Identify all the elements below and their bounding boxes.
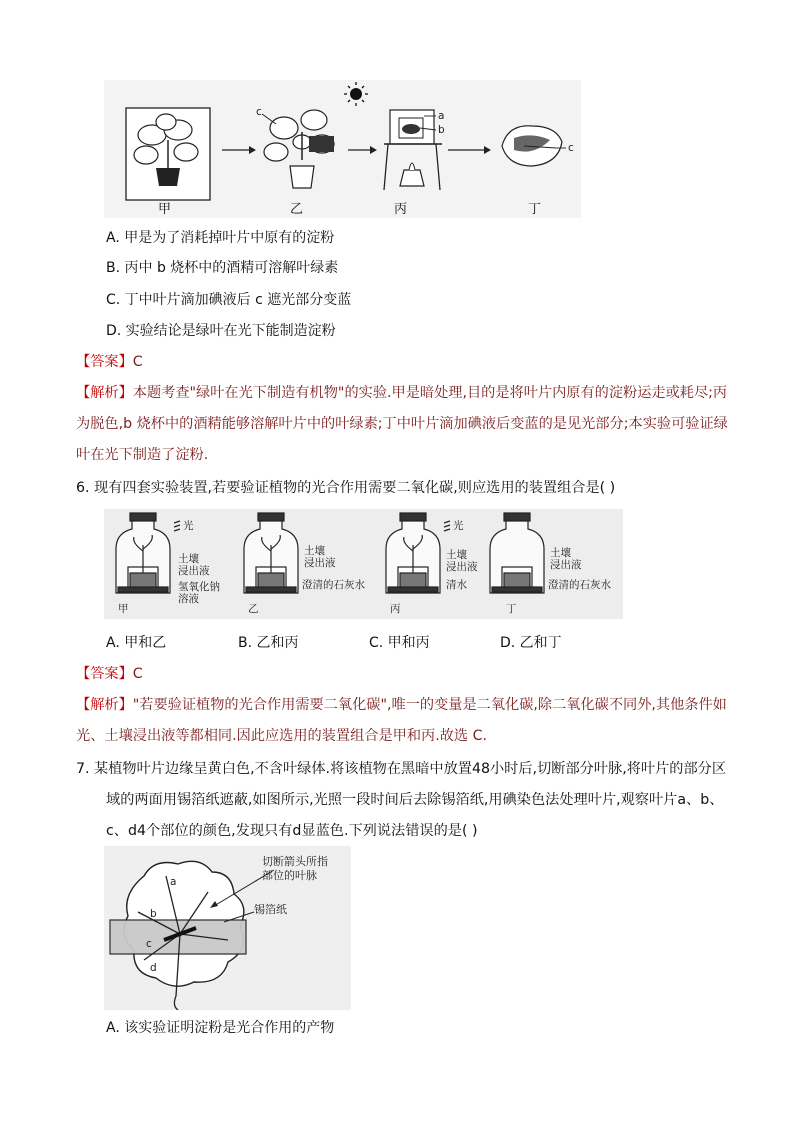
q5-analysis-line-3: 叶在光下制造了淀粉.	[76, 447, 209, 463]
fig2-light-jia: 光	[183, 520, 194, 532]
fig2-soil-yi: 土壤	[304, 545, 325, 557]
fig3-foil-label: 锡箔纸	[254, 903, 287, 916]
fig2-soil-bing: 土壤	[446, 549, 467, 561]
q6-analysis-line-1: 【解析】"若要验证植物的光合作用需要二氧化碳",唯一的变量是二氧化碳,除二氧化碳不同外,其他条件如	[76, 697, 727, 713]
fig2-label-yi: 乙	[248, 603, 259, 615]
fig3-mark-d: d	[150, 962, 157, 974]
fig1-mark-c-right: c	[568, 142, 574, 154]
q6-option-d: D. 乙和丁	[500, 635, 562, 651]
q5-analysis-line-1: 【解析】本题考查"绿叶在光下制造有机物"的实验.甲是暗处理,目的是将叶片内原有的淀粉运走或耗尽;丙	[76, 385, 728, 401]
q6-option-b: B. 乙和丙	[238, 635, 299, 651]
fig3-mark-b: b	[150, 908, 157, 920]
fig2-water-bing: 清水	[446, 579, 467, 591]
figure1-drawing	[104, 80, 581, 218]
fig3-mark-a: a	[170, 876, 177, 888]
fig1-mark-b: b	[438, 124, 445, 136]
analysis-tag: 【解析】	[76, 385, 133, 401]
fig3-cut-line-1: 切断箭头所指	[262, 855, 328, 868]
fig1-label-ding: 丁	[528, 202, 542, 217]
fig2-soil2-jia: 浸出液	[178, 565, 210, 577]
q5-option-c: C. 丁中叶片滴加碘液后 c 遮光部分变蓝	[106, 292, 352, 308]
q5-answer	[76, 352, 143, 372]
q6-answer: 【答案】C	[76, 666, 143, 682]
fig1-mark-c-left: c	[256, 106, 262, 118]
fig2-soil2-ding: 浸出液	[550, 559, 582, 571]
q6-option-a: A. 甲和乙	[106, 635, 167, 651]
answer-tag: 【答案】	[76, 354, 133, 370]
fig1-label-yi: 乙	[290, 202, 304, 217]
q6-stem: 6. 现有四套实验装置,若要验证植物的光合作用需要二氧化碳,则应选用的装置组合是( )	[76, 480, 616, 496]
q7-stem-line-2: 域的两面用锡箔纸遮蔽,如图所示,光照一段时间后去除锡箔纸,用碘染色法处理叶片,观察叶片a、b、	[106, 792, 724, 808]
fig2-soil-ding: 土壤	[550, 547, 571, 559]
q6-option-c: C. 甲和丙	[369, 635, 430, 651]
q5-analysis-line-2: 为脱色,b 烧杯中的酒精能够溶解叶片中的叶绿素;丁中叶片滴加碘液后变蓝的是见光部分;本实验可验证绿	[76, 416, 728, 432]
q6-analysis-line-2: 光、土壤浸出液等都相同.因此应选用的装置组合是甲和丙.故选 C.	[76, 728, 488, 744]
leaf-foil-figure	[104, 846, 351, 1010]
fig3-cut-line-2: 部位的叶脉	[262, 869, 317, 882]
fig2-soil2-yi: 浸出液	[304, 557, 336, 569]
fig2-naoh2-jia: 溶液	[178, 593, 199, 605]
fig2-lime-yi: 澄清的石灰水	[302, 579, 365, 591]
fig2-soil-jia: 土壤	[178, 553, 199, 565]
fig2-label-bing: 丙	[390, 603, 401, 615]
fig3-mark-c: c	[146, 938, 152, 950]
fig2-lime-ding: 澄清的石灰水	[548, 579, 611, 591]
q5-option-a: A. 甲是为了消耗掉叶片中原有的淀粉	[106, 230, 335, 246]
fig2-light-bing: 光	[453, 520, 464, 532]
fig2-naoh1-jia: 氢氧化钠	[178, 581, 220, 593]
fig1-label-jia: 甲	[158, 202, 172, 217]
fig2-soil2-bing: 浸出液	[446, 561, 478, 573]
fig1-label-bing: 丙	[394, 202, 408, 217]
q5-option-d: D. 实验结论是绿叶在光下能制造淀粉	[106, 323, 336, 339]
answer-value: C	[132, 354, 143, 370]
fig2-label-jia: 甲	[118, 603, 129, 615]
experiment-figure-starch	[104, 80, 581, 218]
q7-option-a: A. 该实验证明淀粉是光合作用的产物	[106, 1020, 335, 1036]
q5-option-b: B. 丙中 b 烧杯中的酒精可溶解叶绿素	[106, 260, 339, 276]
q7-stem-line-1: 7. 某植物叶片边缘呈黄白色,不含叶绿体.将该植物在黑暗中放置48小时后,切断部分叶脉,将叶片的部分区	[76, 761, 727, 777]
q7-stem-line-3: c、d4个部位的颜色,发现只有d显蓝色.下列说法错误的是( )	[106, 823, 478, 839]
fig1-mark-a: a	[438, 110, 445, 122]
fig2-label-ding: 丁	[506, 603, 517, 615]
experiment-figure-bottles	[104, 509, 623, 619]
